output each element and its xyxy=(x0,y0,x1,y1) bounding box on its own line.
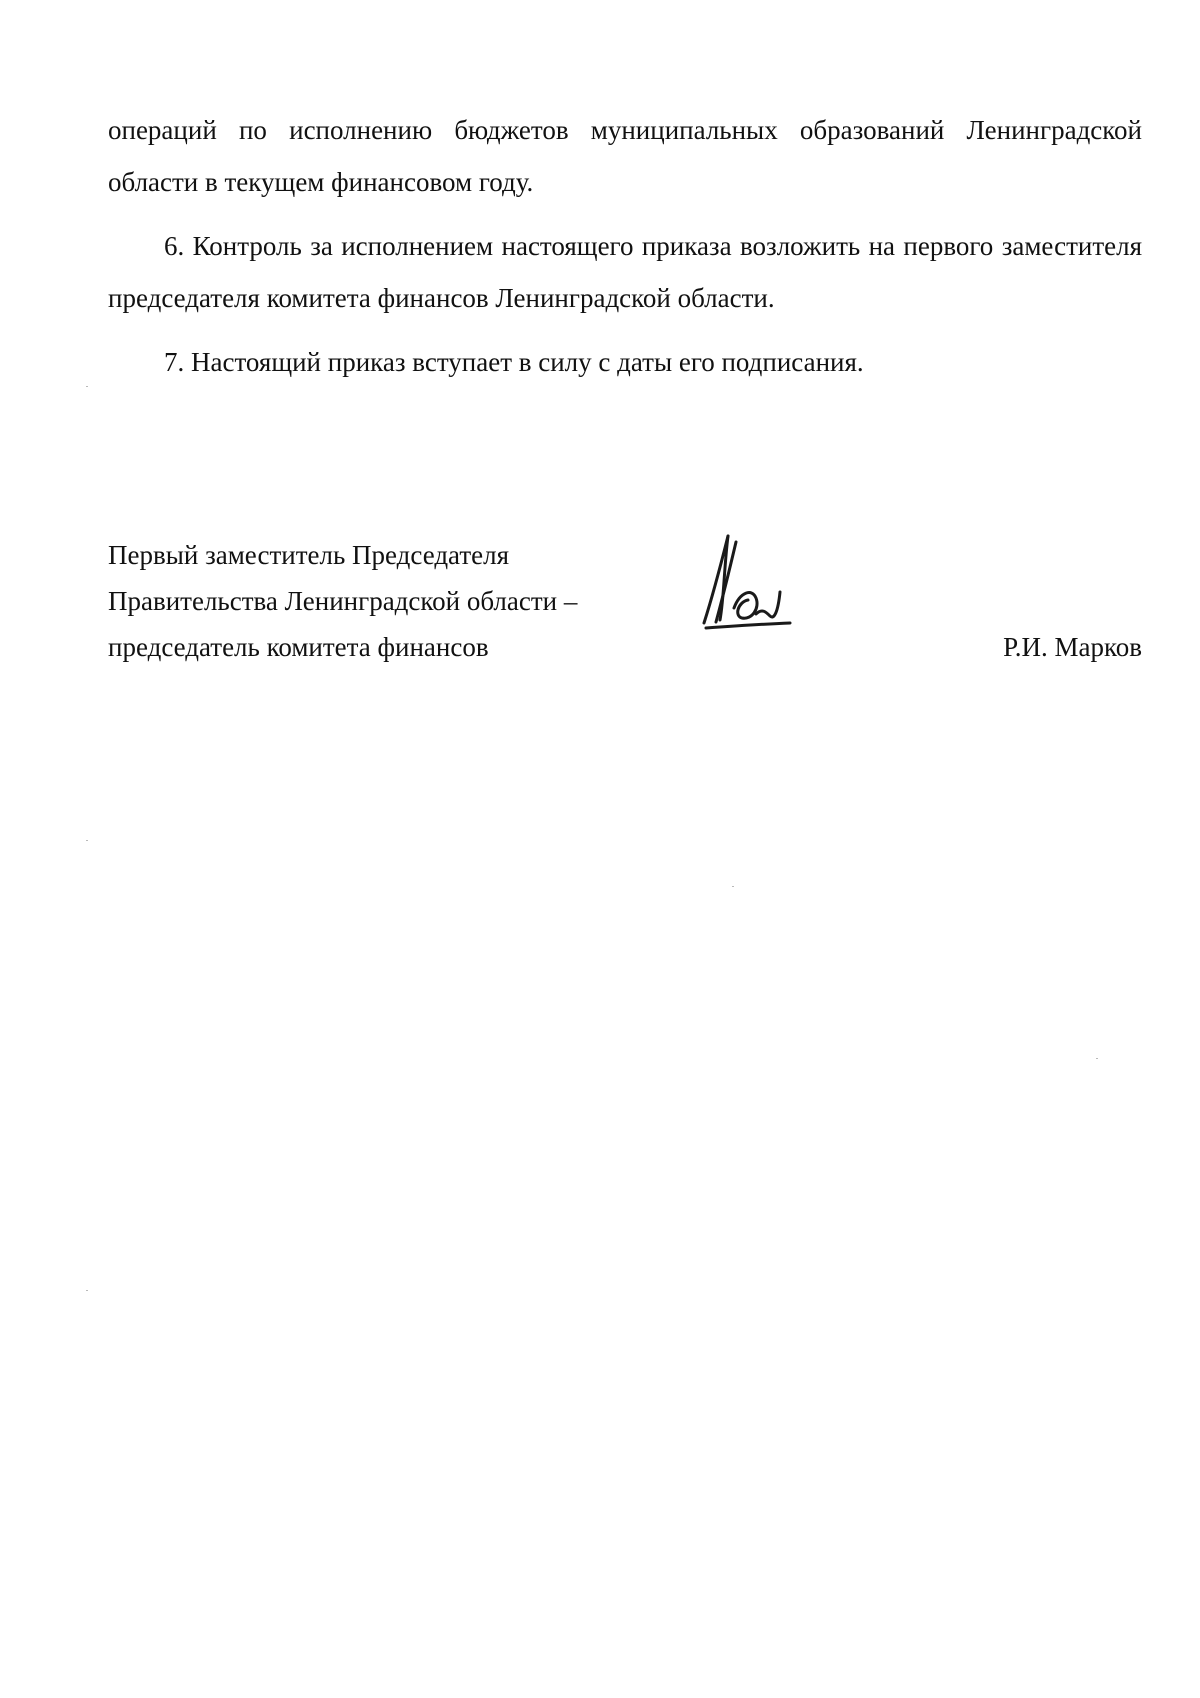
scan-speck xyxy=(86,386,88,387)
scan-speck xyxy=(732,886,734,887)
signatory-title xyxy=(108,532,1142,670)
signatory-name: Р.И. Марков xyxy=(1003,632,1142,662)
scan-speck xyxy=(86,840,88,841)
signatory-title-line: Первый заместитель Председателя xyxy=(108,540,510,570)
paragraph-continuation: операций по исполнению бюджетов муниципальных образований Ленинградской области в текущем финансовом году. xyxy=(108,115,1142,197)
document-body xyxy=(108,104,1142,400)
handwritten-signature xyxy=(694,528,794,638)
signatory-title-line: Правительства Ленинградской области – xyxy=(108,586,578,616)
scan-speck xyxy=(1096,1058,1098,1059)
paragraph-item-7: 7. Настоящий приказ вступает в силу с даты его подписания. xyxy=(164,347,864,377)
scan-speck xyxy=(86,1290,88,1291)
paragraph-item-6: 6. Контроль за исполнением настоящего приказа возложить на первого заместителя председателя комитета финансов Ленинградской области. xyxy=(108,231,1142,313)
signatory-title-line: председатель комитета финансов xyxy=(108,632,489,662)
